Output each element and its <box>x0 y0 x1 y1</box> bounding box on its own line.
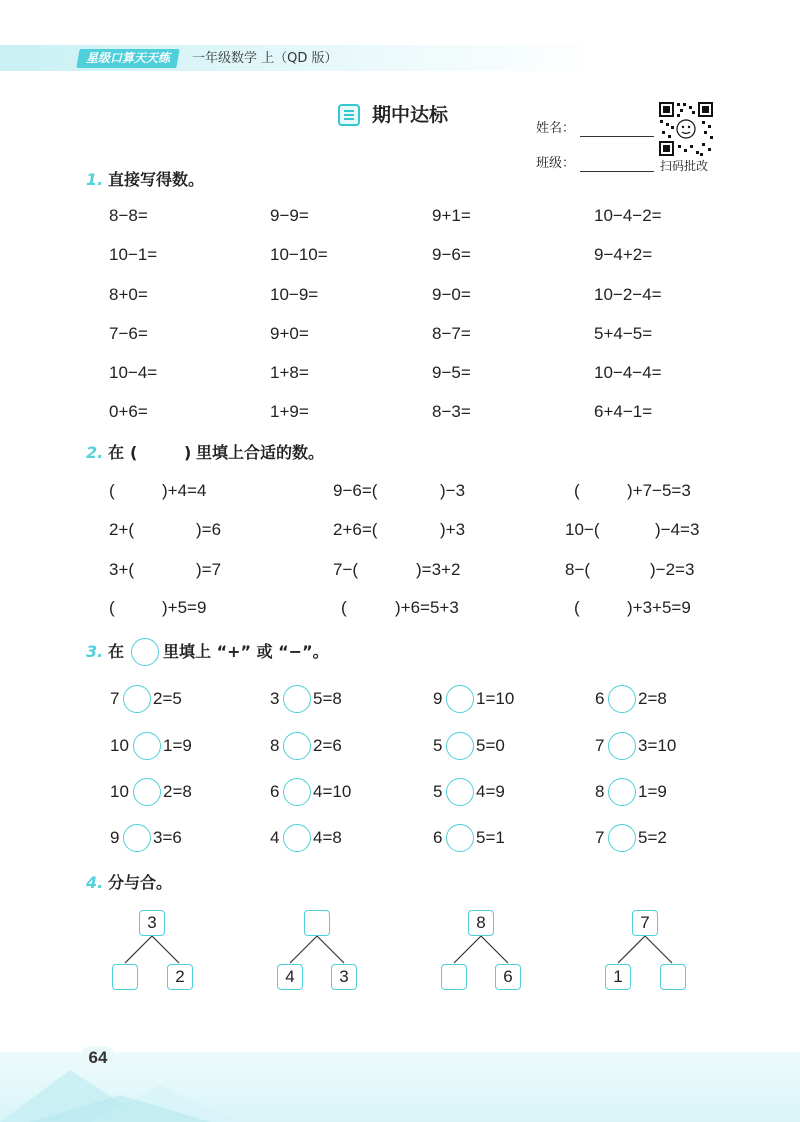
calc-item: 1+8= <box>270 363 309 382</box>
page-title: 期中达标 <box>372 104 449 126</box>
calc-item: 8−7= <box>432 324 471 343</box>
fill-pre: ( <box>341 598 347 617</box>
operand-left: 8 <box>595 782 605 801</box>
calc-item: 0+6= <box>109 402 148 421</box>
fill-pre: ( <box>574 598 580 617</box>
section-2-title-paren-close: ) <box>184 443 192 462</box>
fill-pre: 10−( <box>565 520 600 539</box>
operand-left: 8 <box>270 736 280 755</box>
fill-pre: 3+( <box>109 560 135 579</box>
operand-right: 4=8 <box>313 828 342 847</box>
calc-item: 9+0= <box>270 324 309 343</box>
section-2-title-paren-open: ( <box>130 443 138 462</box>
fill-pre: 2+6=( <box>333 520 378 539</box>
operand-right: 2=8 <box>638 689 667 708</box>
name-label: 姓名： <box>536 121 576 136</box>
fill-post: )=3+2 <box>416 560 461 579</box>
fill-pre: 8−( <box>565 560 591 579</box>
operand-right: 5=0 <box>476 736 505 755</box>
operand-right: 2=8 <box>163 782 192 801</box>
calc-item: 10−4= <box>109 363 158 382</box>
calc-item: 10−1= <box>109 245 158 264</box>
fill-pre: ( <box>574 481 580 500</box>
section-4-number: 4. <box>86 873 104 892</box>
operand-right: 5=1 <box>476 828 505 847</box>
operand-left: 4 <box>270 828 280 847</box>
calc-item: 9−4+2= <box>594 245 653 264</box>
calc-item: 9+1= <box>432 206 471 225</box>
tree-top-box[interactable]: 3 <box>139 910 165 936</box>
calc-item: 10−9= <box>270 285 319 304</box>
operand-left: 9 <box>433 689 443 708</box>
calc-item: 10−4−4= <box>594 363 662 382</box>
operand-left: 9 <box>110 828 120 847</box>
page-number: 64 <box>80 1046 116 1070</box>
fill-pre: 9−6=( <box>333 481 378 500</box>
tree-right-box[interactable]: 2 <box>167 964 193 990</box>
operand-right: 2=6 <box>313 736 342 755</box>
section-3-title-pre: 在 <box>108 642 125 661</box>
tree-top-box[interactable] <box>304 910 330 936</box>
calc-item: 7−6= <box>109 324 148 343</box>
operand-right: 3=10 <box>638 736 677 755</box>
calc-item: 5+4−5= <box>594 324 653 343</box>
section-1-number: 1. <box>86 170 104 189</box>
section-1-title: 直接写得数。 <box>108 170 205 189</box>
operand-left: 6 <box>270 782 280 801</box>
tree-left-box[interactable]: 1 <box>605 964 631 990</box>
fill-pre: ( <box>109 481 115 500</box>
tree-left-box[interactable] <box>112 964 138 990</box>
calc-item: 9−9= <box>270 206 309 225</box>
tree-right-box[interactable]: 3 <box>331 964 357 990</box>
fill-post: )+3+5=9 <box>627 598 691 617</box>
class-label: 班级： <box>536 156 576 171</box>
fill-post: )+5=9 <box>162 598 207 617</box>
fill-post: )=6 <box>196 520 222 539</box>
calc-item: 6+4−1= <box>594 402 653 421</box>
calc-item: 8+0= <box>109 285 148 304</box>
operand-left: 6 <box>595 689 605 708</box>
fill-post: )+7−5=3 <box>627 481 691 500</box>
calc-item: 10−10= <box>270 245 328 264</box>
operand-left: 5 <box>433 782 443 801</box>
calc-item: 10−2−4= <box>594 285 662 304</box>
section-3-title-post: 里填上 “+” 或 “−”。 <box>163 642 329 661</box>
operand-right: 1=10 <box>476 689 515 708</box>
tree-left-box[interactable]: 4 <box>277 964 303 990</box>
operand-left: 3 <box>270 689 280 708</box>
operand-right: 5=8 <box>313 689 342 708</box>
section-2-title-post: 里填上合适的数。 <box>196 443 325 462</box>
fill-post: )−2=3 <box>650 560 695 579</box>
operand-left: 5 <box>433 736 443 755</box>
operand-right: 1=9 <box>163 736 192 755</box>
calc-item: 1+9= <box>270 402 309 421</box>
book-subtitle: 一年级数学 上（QD 版） <box>192 51 338 66</box>
operand-left: 10 <box>110 782 129 801</box>
calc-item: 10−4−2= <box>594 206 662 225</box>
calc-item: 8−8= <box>109 206 148 225</box>
fill-post: )=7 <box>196 560 222 579</box>
operand-right: 2=5 <box>153 689 182 708</box>
operand-right: 4=10 <box>313 782 352 801</box>
section-2-title-pre: 在 <box>108 443 125 462</box>
fill-post: )−3 <box>440 481 466 500</box>
calc-item: 9−5= <box>432 363 471 382</box>
fill-pre: 7−( <box>333 560 359 579</box>
tree-right-box[interactable] <box>660 964 686 990</box>
operand-left: 7 <box>595 828 605 847</box>
footer-mountains <box>0 1040 800 1122</box>
tree-top-box[interactable]: 7 <box>632 910 658 936</box>
calc-item: 9−6= <box>432 245 471 264</box>
qr-caption: 扫码批改 <box>660 159 709 173</box>
fill-pre: 2+( <box>109 520 135 539</box>
operand-left: 10 <box>110 736 129 755</box>
fill-post: )+3 <box>440 520 466 539</box>
section-4-title: 分与合。 <box>108 873 173 892</box>
operand-left: 7 <box>595 736 605 755</box>
calc-item: 9−0= <box>432 285 471 304</box>
section-2-number: 2. <box>86 443 104 462</box>
operand-right: 5=2 <box>638 828 667 847</box>
series-tag: 星级口算天天练 <box>76 49 179 68</box>
operand-left: 7 <box>110 689 120 708</box>
fill-post: )+4=4 <box>162 481 207 500</box>
tree-top-box[interactable]: 8 <box>468 910 494 936</box>
operand-right: 3=6 <box>153 828 182 847</box>
operand-right: 1=9 <box>638 782 667 801</box>
section-3-number: 3. <box>86 642 104 661</box>
calc-item: 8−3= <box>432 402 471 421</box>
tree-right-box[interactable]: 6 <box>495 964 521 990</box>
fill-post: )+6=5+3 <box>395 598 459 617</box>
fill-post: )−4=3 <box>655 520 700 539</box>
fill-pre: ( <box>109 598 115 617</box>
tree-left-box[interactable] <box>441 964 467 990</box>
operand-left: 6 <box>433 828 443 847</box>
operand-right: 4=9 <box>476 782 505 801</box>
